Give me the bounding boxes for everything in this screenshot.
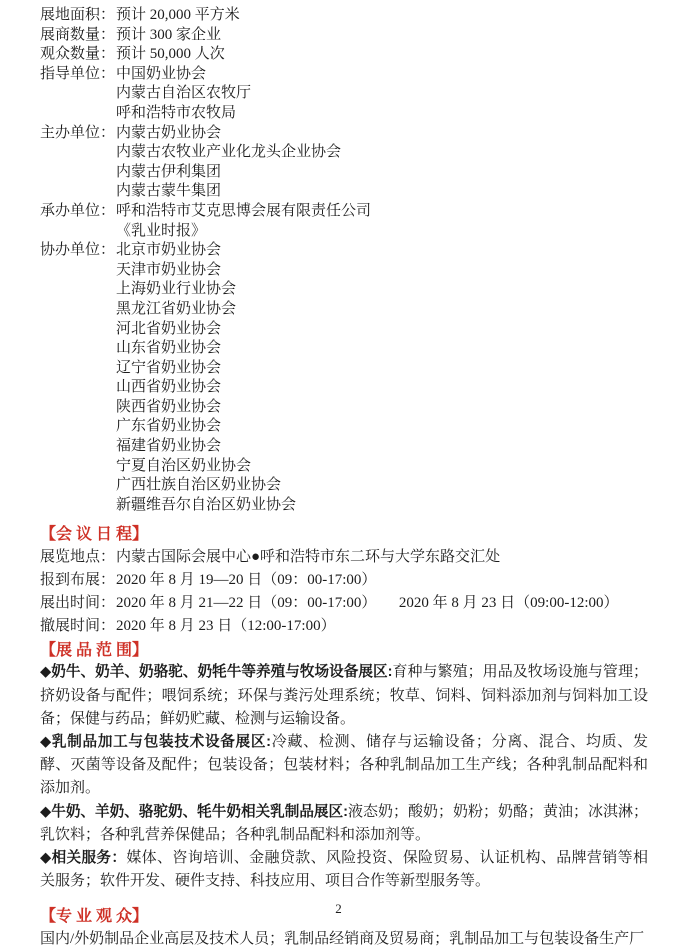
info-label: 指导单位： (40, 65, 116, 82)
schedule-values (116, 592, 648, 615)
schedule-header: 【会 议 日 程】 (40, 526, 149, 544)
schedule-row (40, 615, 648, 638)
schedule-label: 展出时间： (40, 595, 116, 612)
info-values (116, 45, 648, 65)
info-values (116, 65, 648, 124)
info-row (40, 26, 648, 46)
exhibit-paragraph (40, 731, 648, 801)
info-value: 河北省奶业协会 (116, 320, 222, 337)
page-number: 2 (335, 901, 342, 916)
info-value: 内蒙古奶业协会 (116, 124, 222, 141)
info-value: 天津市奶业协会 (116, 261, 222, 278)
exhibit-lead: ◆奶牛、奶羊、奶骆驼、奶牦牛等养殖与牧场设备展区: (40, 664, 393, 681)
info-row (40, 124, 648, 202)
info-value: 黑龙江省奶业协会 (116, 300, 237, 317)
schedule-rows (40, 546, 648, 638)
schedule-row (40, 546, 648, 569)
exhibit-lead: ◆相关服务： (40, 850, 127, 867)
info-value: 广西壮族自治区奶业协会 (116, 477, 282, 494)
exhibit-text: 媒体、咨询培训、金融贷款、风险投资、保险贸易、认证机构、品牌营销等相关服务；软件开发、硬件支持、科技应用、项目合作等新型服务等。 (40, 850, 648, 890)
audience-header: 【专 业 观 众】 (40, 908, 149, 926)
info-row (40, 65, 648, 124)
info-label: 承办单位： (40, 202, 116, 219)
section-exhibits (40, 640, 648, 893)
exhibit-paragraph (40, 847, 648, 893)
info-label: 观众数量： (40, 46, 116, 63)
exhibit-paragraph (40, 801, 648, 847)
info-value: 预计 20,000 平方米 (116, 7, 240, 23)
info-row (40, 45, 648, 65)
info-row (40, 202, 648, 241)
schedule-value: 2020 年 8 月 21—22 日（09：00-17:00） 2020 年 8 月 23 日（09:00-12:00） (116, 595, 619, 612)
info-label: 协办单位： (40, 242, 116, 259)
info-value: 福建省奶业协会 (116, 438, 222, 455)
info-value: 预计 300 家企业 (116, 26, 222, 43)
exhibit-lead: ◆乳制品加工与包装技术设备展区: (40, 734, 272, 751)
info-values (116, 26, 648, 46)
info-value: 内蒙古农牧业产业化龙头企业协会 (116, 144, 342, 161)
schedule-label: 展览地点： (40, 549, 116, 566)
info-value: 辽宁省奶业协会 (116, 359, 222, 376)
schedule-value: 2020 年 8 月 23 日（12:00-17:00） (116, 618, 336, 635)
schedule-row (40, 569, 648, 592)
info-values (116, 124, 648, 202)
info-values (116, 202, 648, 241)
exhibit-text: 冷藏、检测、储存与运输设备；分离、混合、均质、发酵、灭菌等设备及配件；包装设备；包装材料；各种乳制品加工生产线；各种乳制品配料和添加剂。 (40, 734, 648, 797)
info-value: 新疆维吾尔自治区奶业协会 (116, 496, 297, 513)
schedule-values (116, 569, 648, 592)
audience-text: 国内/外奶制品企业高层及技术人员；乳制品经销商及贸易商；乳制品加工与包装设备生产厂 (40, 931, 645, 948)
schedule-row (40, 592, 648, 615)
schedule-label: 报到布展： (40, 572, 116, 589)
info-value: 山东省奶业协会 (116, 340, 222, 357)
info-row (40, 6, 648, 26)
schedule-values (116, 546, 648, 569)
exhibit-paragraph (40, 661, 648, 731)
info-value: 上海奶业行业协会 (116, 281, 237, 298)
info-value: 内蒙古伊利集团 (116, 163, 222, 180)
schedule-value: 2020 年 8 月 19—20 日（09：00-17:00） (116, 572, 377, 589)
info-values (116, 6, 648, 26)
exhibit-lead: ◆牛奶、羊奶、骆驼奶、牦牛奶相关乳制品展区: (40, 803, 348, 820)
exhibit-text: 液态奶；酸奶；奶粉；奶酪；黄油；冰淇淋；乳饮料；各种乳营养保健品；各种乳制品配料和添加剂等。 (40, 803, 648, 843)
info-label: 展地面积： (40, 7, 116, 23)
info-value: 广东省奶业协会 (116, 418, 222, 435)
schedule-values (116, 615, 648, 638)
info-value: 呼和浩特市艾克思博会展有限责任公司 (116, 202, 372, 219)
info-value: 山西省奶业协会 (116, 379, 222, 396)
info-value: 北京市奶业协会 (116, 242, 222, 259)
info-value: 内蒙古蒙牛集团 (116, 183, 222, 200)
info-value: 《乳业时报》 (116, 222, 207, 239)
info-value: 中国奶业协会 (116, 65, 207, 82)
schedule-value: 内蒙古国际会展中心●呼和浩特市东二环与大学东路交汇处 (116, 549, 501, 566)
info-value: 呼和浩特市农牧局 (116, 104, 237, 121)
exhibits-items (40, 661, 648, 893)
info-list (40, 6, 648, 515)
info-value: 陕西省奶业协会 (116, 398, 222, 415)
exhibits-header: 【展 品 范 围】 (40, 642, 149, 660)
exhibit-text: 育种与繁殖；用品及牧场设施与管理；挤奶设备与配件；喂饲系统；环保与粪污处理系统；牧草、饲料、饲料添加剂与饲料加工设备；保健与药品；鲜奶贮藏、检测与运输设备。 (40, 664, 648, 727)
section-schedule (40, 524, 648, 638)
info-label: 展商数量： (40, 26, 116, 43)
info-value: 预计 50,000 人次 (116, 46, 225, 63)
info-label: 主办单位： (40, 124, 116, 141)
info-value: 内蒙古自治区农牧厅 (116, 85, 252, 102)
info-row (40, 241, 648, 515)
info-values (116, 241, 648, 515)
schedule-label: 撤展时间： (40, 618, 116, 635)
info-value: 宁夏自治区奶业协会 (116, 457, 252, 474)
